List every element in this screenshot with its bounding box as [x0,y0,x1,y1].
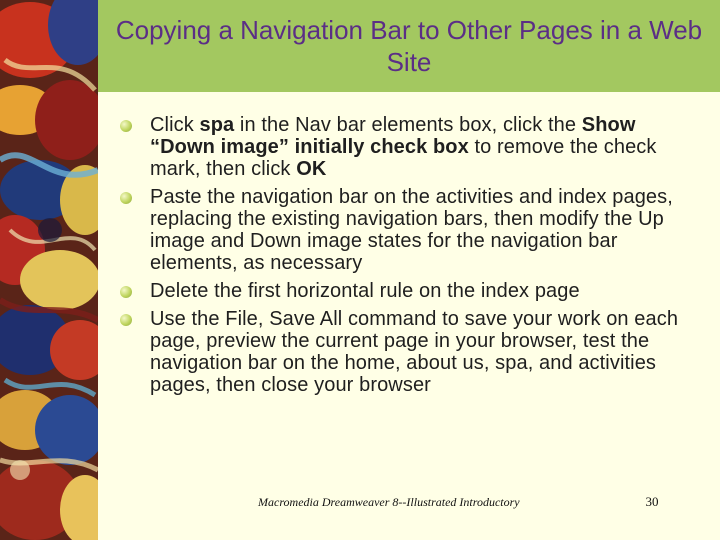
bullet-item [120,186,700,274]
round-bullet-icon [120,120,132,132]
bullet-item [120,308,700,396]
title-band [98,0,720,92]
paint-texture-image [0,0,98,540]
bullet-item [120,280,700,302]
bullet-text-part: Click [150,114,200,136]
round-bullet-icon [120,314,132,326]
bullet-text-bold: OK [296,158,327,180]
bullet-item [120,114,700,180]
bullet-text: Use the File, Save All command to save your work on each page, preview the current page in your browser, test the navigation bar on the home, about us, spa, and activities pages, then close your browser [150,308,679,396]
bullet-list [120,114,700,402]
bullet-text: Paste the navigation bar on the activities and index pages, replacing the existing navigation bars, then modify the Up image and Down image states for the navigation bar elements, as necessary [150,186,673,274]
page-number: 30 [645,494,659,509]
round-bullet-icon [120,192,132,204]
slide-title: Copying a Navigation Bar to Other Pages in a Web Site [115,15,703,77]
slide-footer: Macromedia Dreamweaver 8--Illustrated Introductory [258,495,520,509]
bullet-text: Delete the first horizontal rule on the index page [150,280,580,302]
paint-texture-strip [0,0,98,540]
bullet-text-part: in the Nav bar elements box, click the [234,114,582,136]
bullet-text-bold: spa [199,114,235,136]
round-bullet-icon [120,286,132,298]
bullet-text-part: to remove the check mark, then click [150,136,657,180]
bullet-text-bold: Show “Down image” initially check box [150,114,636,158]
